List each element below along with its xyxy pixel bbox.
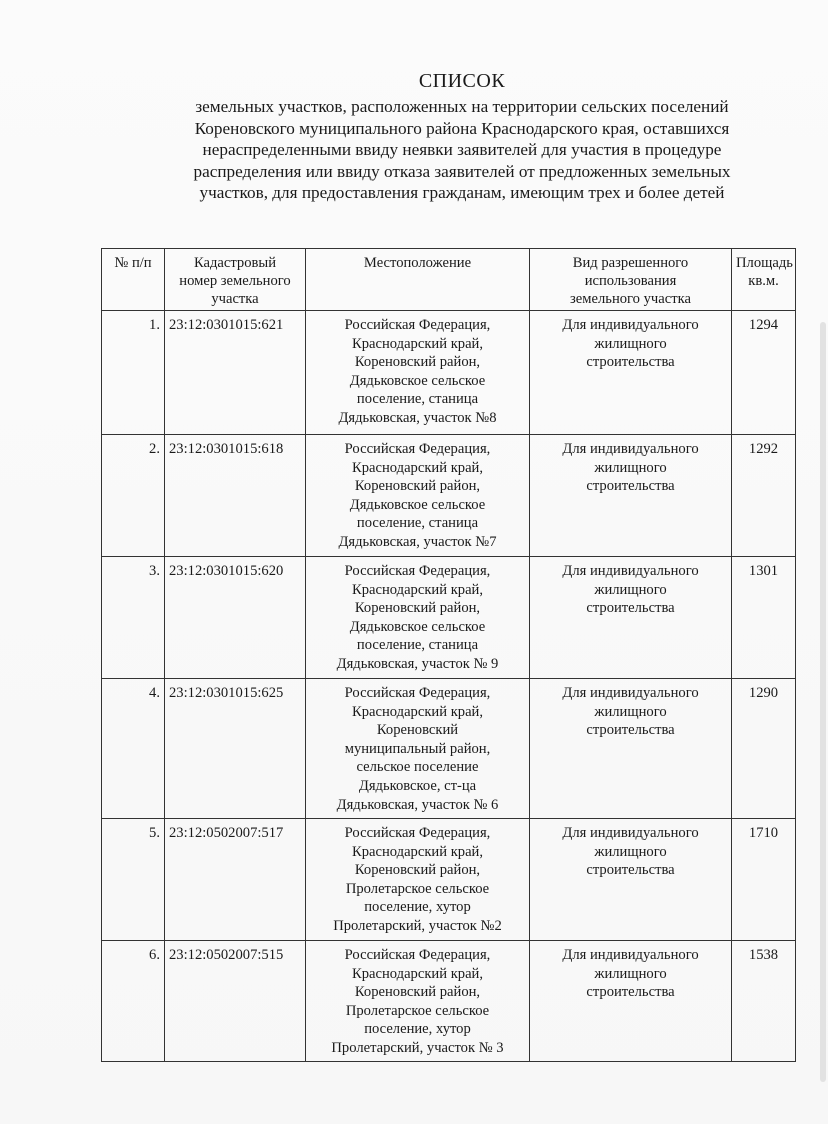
cell-use: Для индивидуального жилищного строительства: [530, 557, 732, 679]
scrollbar[interactable]: [820, 322, 826, 1082]
cell-use: Для индивидуального жилищного строительства: [530, 819, 732, 941]
header-location: Местоположение: [306, 249, 530, 311]
header-use: Вид разрешенного использования земельного участка: [530, 249, 732, 311]
table-row: [102, 941, 796, 1062]
cell-cadastral: 23:12:0301015:620: [165, 557, 306, 679]
header-num: № п/п: [102, 249, 165, 311]
table-row: [102, 557, 796, 679]
cell-location: Российская Федерация, Краснодарский край, Кореновский муниципальный район, сельское поселение Дядьковское, ст-ца Дядьковская, участок № 6: [306, 679, 530, 819]
cell-location: Российская Федерация, Краснодарский край, Кореновский район, Пролетарское сельское поселение, хутор Пролетарский, участок №2: [306, 819, 530, 941]
cell-area: 1292: [732, 435, 796, 557]
table-row: [102, 311, 796, 435]
cell-area: 1290: [732, 679, 796, 819]
cell-num: 1.: [102, 311, 165, 435]
table-row: [102, 435, 796, 557]
cell-cadastral: 23:12:0301015:621: [165, 311, 306, 435]
subtitle-line: участков, для предоставления гражданам, имеющим трех и более детей: [199, 183, 725, 202]
cell-num: 3.: [102, 557, 165, 679]
cell-num: 4.: [102, 679, 165, 819]
subtitle-line: распределения или ввиду отказа заявителей от предложенных земельных: [193, 161, 731, 181]
document-subtitle: [150, 96, 774, 204]
cell-location: Российская Федерация, Краснодарский край, Кореновский район, Пролетарское сельское поселение, хутор Пролетарский, участок № 3: [306, 941, 530, 1062]
document-title: СПИСОК: [418, 70, 506, 92]
cell-use: Для индивидуального жилищного строительства: [530, 941, 732, 1062]
cell-location: Российская Федерация, Краснодарский край, Кореновский район, Дядьковское сельское поселение, станица Дядьковская, участок № 9: [306, 557, 530, 679]
cell-num: 5.: [102, 819, 165, 941]
table-row: [102, 819, 796, 941]
land-plots-table: [101, 248, 796, 1062]
table-row: [102, 679, 796, 819]
cell-area: 1301: [732, 557, 796, 679]
header-cadastral: Кадастровый номер земельного участка: [165, 249, 306, 311]
cell-cadastral: 23:12:0502007:517: [165, 819, 306, 941]
cell-area: 1710: [732, 819, 796, 941]
cell-location: Российская Федерация, Краснодарский край, Кореновский район, Дядьковское сельское поселение, станица Дядьковская, участок №7: [306, 435, 530, 557]
cell-area: 1294: [732, 311, 796, 435]
cell-num: 6.: [102, 941, 165, 1062]
cell-cadastral: 23:12:0502007:515: [165, 941, 306, 1062]
table-header-row: [102, 249, 796, 311]
cell-use: Для индивидуального жилищного строительства: [530, 435, 732, 557]
cell-num: 2.: [102, 435, 165, 557]
cell-location: Российская Федерация, Краснодарский край, Кореновский район, Дядьковское сельское поселение, станица Дядьковская, участок №8: [306, 311, 530, 435]
cell-area: 1538: [732, 941, 796, 1062]
header-area: Площадь кв.м.: [732, 249, 796, 311]
cell-use: Для индивидуального жилищного строительства: [530, 311, 732, 435]
subtitle-line: земельных участков, расположенных на территории сельских поселений: [195, 97, 729, 116]
cell-cadastral: 23:12:0301015:625: [165, 679, 306, 819]
cell-use: Для индивидуального жилищного строительства: [530, 679, 732, 819]
subtitle-line: Кореновского муниципального района Краснодарского края, оставшихся: [194, 118, 730, 138]
cell-cadastral: 23:12:0301015:618: [165, 435, 306, 557]
subtitle-line: нераспределенными ввиду неявки заявителей для участия в процедуре: [202, 140, 722, 159]
